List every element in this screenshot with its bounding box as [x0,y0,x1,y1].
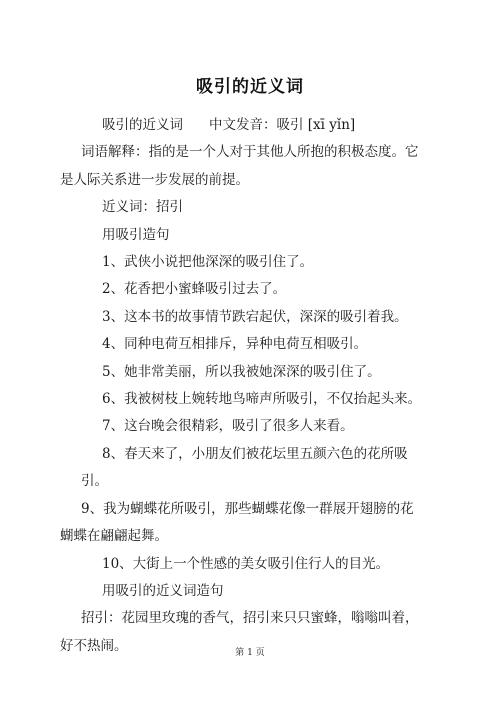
example-sentence: 2、花香把小蜜蜂吸引过去了。 [102,281,287,298]
example-sentence: 3、这本书的故事情节跌宕起伏，深深的吸引着我。 [102,308,408,325]
example-sentence: 5、她非常美丽，所以我被她深深的吸引住了。 [102,363,381,380]
example-sentence: 4、同种电荷互相排斥，异种电荷互相吸引。 [102,336,368,353]
example-sentence: 10、大街上一个性感的美女吸引住行人的目光。 [102,555,390,572]
synonym-example-sentence: 招引：花园里玫瑰的香气，招引来只只蜜蜂，嗡嗡叫着，好不热闹。 [60,610,419,654]
pronunciation: 中文发音：吸引 [xī yǐn] [209,117,356,133]
section-heading-synonym-sentences: 用吸引的近义词造句 [102,582,224,599]
page-title: 吸引的近义词 [196,77,304,97]
example-sentence: 8、春天来了，小朋友们被花坛里五颜六色的花所吸引。 [81,445,408,490]
word-pronunciation-line [81,112,426,139]
document-body [60,112,426,660]
example-sentence: 1、武侠小说把他深深的吸引住了。 [102,254,314,271]
example-sentence: 9、我为蝴蝶花所吸引，那些蝴蝶花像一群展开翅膀的花蝴蝶在翩翩起舞。 [60,500,414,545]
example-sentence: 6、我被树枝上婉转地鸟啼声所吸引，不仅抬起头来。 [102,391,422,408]
synonym-line: 近义词：招引 [102,199,183,216]
section-heading-sentences: 用吸引造句 [102,226,170,243]
example-sentence: 7、这台晚会很精彩，吸引了很多人来看。 [102,418,354,435]
definition-paragraph: 词语解释：指的是一个人对于其他人所抱的积极态度。它是人际关系进一步发展的前提。 [60,144,419,188]
word-label: 吸引的近义词 [102,117,183,133]
page-number: 第 1 页 [235,648,265,658]
